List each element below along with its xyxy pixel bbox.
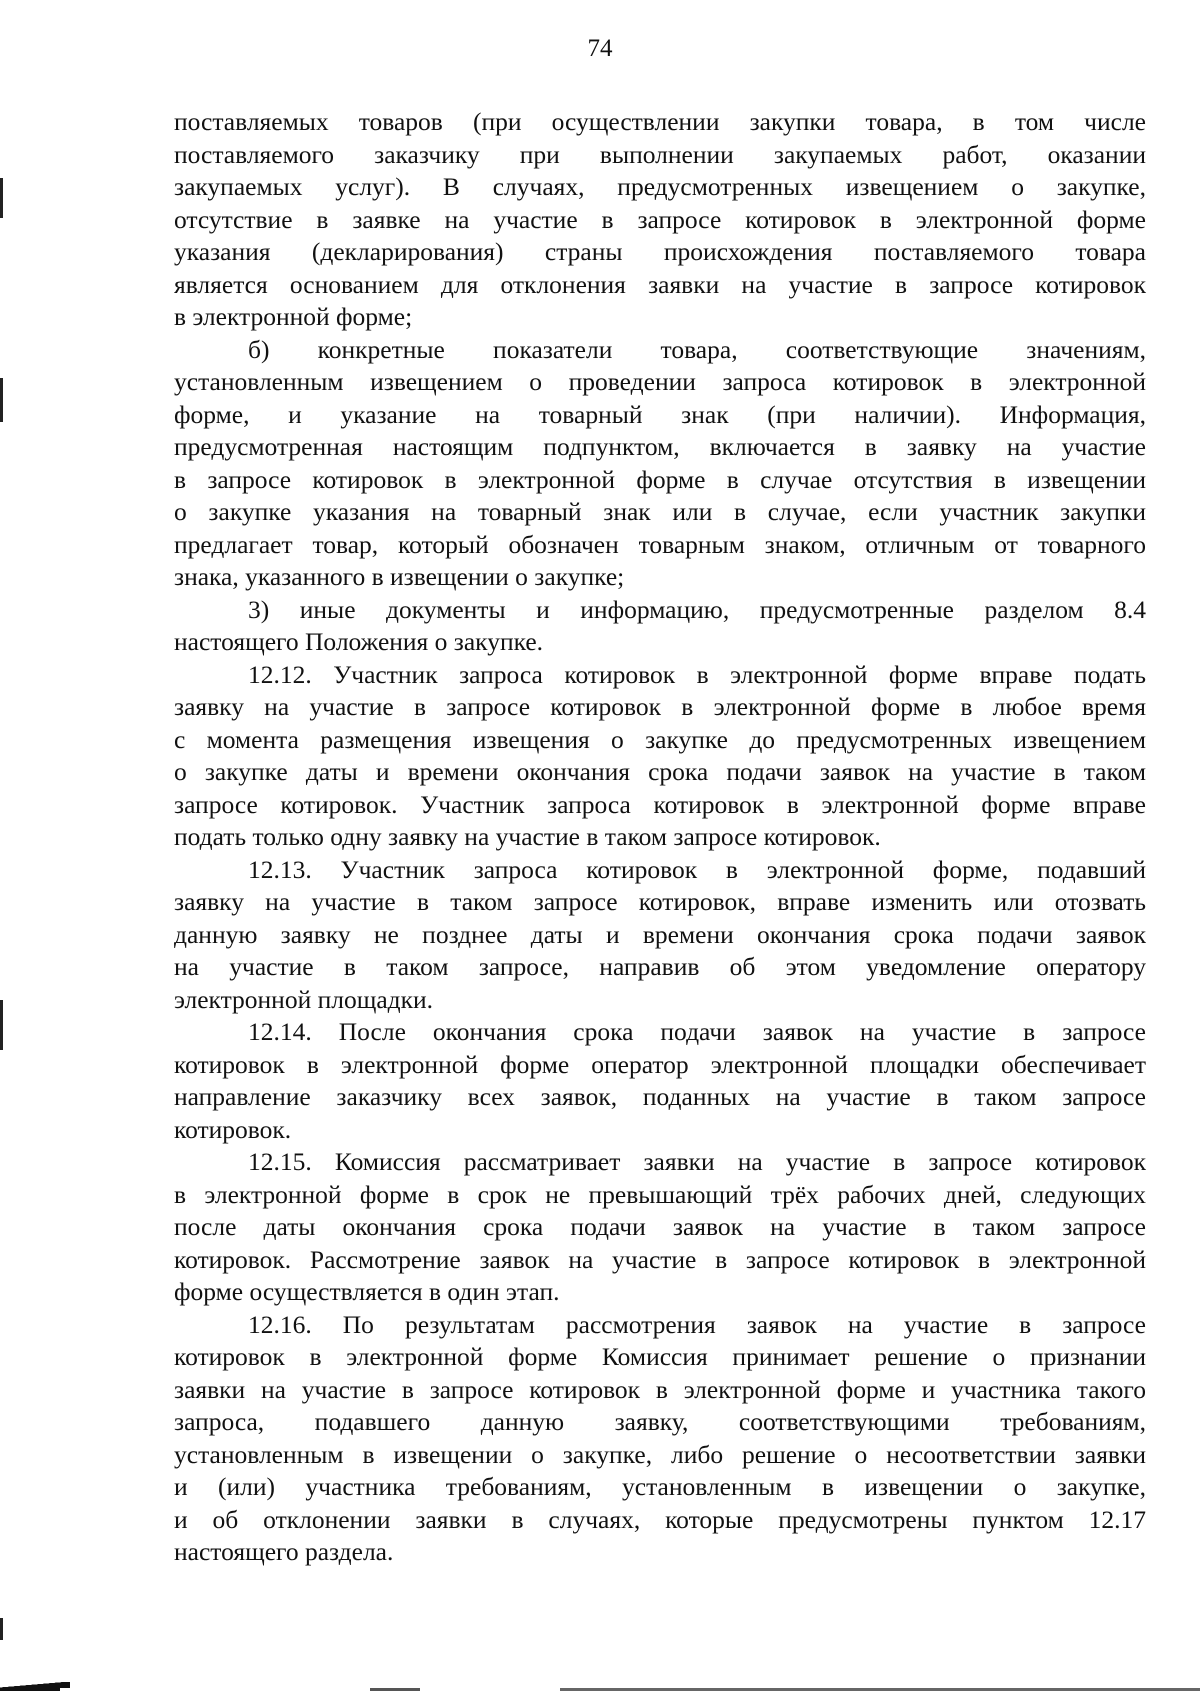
text-line: является основанием для отклонения заявки на участие в запросе котировок — [174, 269, 1146, 299]
paragraph — [174, 334, 1146, 594]
text-line: направление заказчику всех заявок, поданных на участие в таком запросе — [174, 1082, 1146, 1111]
text-line: на участие в таком запросе, направив об этом уведомление оператору — [174, 952, 1146, 981]
text-line: о закупке указания на товарный знак или в случае, если участник закупки — [174, 497, 1146, 526]
text-line: настоящего Положения о закупке. — [174, 627, 544, 656]
text-line: 12.13. Участник запроса котировок в электронной форме, подавший — [248, 854, 1146, 884]
text-line: в запросе котировок в электронной форме в случае отсутствия в извещении — [174, 464, 1146, 494]
paragraph — [174, 1309, 1146, 1569]
text-line: б) конкретные показатели товара, соответствующие значениям, — [248, 334, 1146, 364]
text-line: указания (декларирования) страны происхождения поставляемого товара — [174, 237, 1146, 266]
text-line: предусмотренная настоящим подпунктом, включается в заявку на участие — [174, 432, 1146, 461]
scan-edge-mark — [0, 1618, 3, 1640]
text-line: знака, указанного в извещении о закупке; — [174, 562, 625, 591]
scan-bottom-edge — [0, 1688, 1200, 1691]
text-line: запросе котировок. Участник запроса котировок в электронной форме вправе — [174, 789, 1146, 819]
text-line: данную заявку не позднее даты и времени окончания срока подачи заявок — [174, 919, 1146, 949]
document-body — [174, 106, 1146, 1569]
text-line: после даты окончания срока подачи заявок на участие в таком запросе — [174, 1212, 1146, 1241]
text-line: установленным извещением о проведении запроса котировок в электронной — [174, 367, 1146, 396]
text-line: форме осуществляется в один этап. — [174, 1277, 560, 1306]
text-line: предлагает товар, который обозначен товарным знаком, отличным от товарного — [174, 529, 1146, 559]
paragraph — [174, 854, 1146, 1017]
text-line: заявку на участие в запросе котировок в электронной форме в любое время — [174, 692, 1146, 721]
scan-edge-mark — [0, 178, 3, 218]
text-line: 12.15. Комиссия рассматривает заявки на участие в запросе котировок — [248, 1147, 1146, 1176]
text-line: поставляемого заказчику при выполнении закупаемых работ, оказании — [174, 139, 1146, 169]
scan-edge-mark — [0, 378, 3, 422]
text-line: котировок в электронной форме оператор электронной площадки обеспечивает — [174, 1049, 1146, 1079]
text-line: настоящего раздела. — [174, 1537, 394, 1566]
text-line: поставляемых товаров (при осуществлении закупки товара, в том числе — [174, 107, 1146, 136]
text-line: с момента размещения извещения о закупке до предусмотренных извещением — [174, 724, 1146, 754]
paragraph — [174, 106, 1146, 334]
text-line: заявки на участие в запросе котировок в электронной форме и участника такого — [174, 1374, 1146, 1404]
text-line: 12.14. После окончания срока подачи заявок на участие в запросе — [248, 1017, 1146, 1046]
paragraph — [174, 1016, 1146, 1146]
text-line: 12.12. Участник запроса котировок в электронной форме вправе подать — [248, 659, 1146, 689]
text-line: о закупке даты и времени окончания срока подачи заявок на участие в таком — [174, 757, 1146, 786]
text-line: заявку на участие в таком запросе котировок, вправе изменить или отозвать — [174, 887, 1146, 916]
text-line: котировок. Рассмотрение заявок на участие в запросе котировок в электронной — [174, 1244, 1146, 1274]
text-line: форме, и указание на товарный знак (при наличии). Информация, — [174, 399, 1146, 429]
paragraph — [174, 594, 1146, 659]
paragraph — [174, 659, 1146, 854]
text-line: 3) иные документы и информацию, предусмотренные разделом 8.4 — [248, 594, 1146, 624]
text-line: запроса, подавшего данную заявку, соответствующими требованиям, — [174, 1407, 1146, 1436]
text-line: подать только одну заявку на участие в таком запросе котировок. — [174, 822, 881, 851]
text-line: в электронной форме в срок не превышающий трёх рабочих дней, следующих — [174, 1179, 1146, 1209]
text-line: и (или) участника требованиям, установленным в извещении о закупке, — [174, 1472, 1146, 1501]
paragraph — [174, 1146, 1146, 1309]
page-number: 74 — [587, 35, 613, 62]
text-line: закупаемых услуг). В случаях, предусмотренных извещением о закупке, — [174, 172, 1146, 201]
text-line: электронной площадки. — [174, 984, 434, 1014]
text-line: и об отклонении заявки в случаях, которые предусмотрены пунктом 12.17 — [174, 1504, 1146, 1534]
text-line: отсутствие в заявке на участие в запросе котировок в электронной форме — [174, 204, 1146, 234]
text-line: 12.16. По результатам рассмотрения заявок на участие в запросе — [248, 1309, 1146, 1339]
text-line: в электронной форме; — [174, 302, 413, 331]
scan-edge-mark — [0, 1000, 3, 1050]
text-line: установленным в извещении о закупке, либо решение о несоответствии заявки — [174, 1439, 1146, 1469]
text-line: котировок. — [174, 1114, 292, 1144]
text-line: котировок в электронной форме Комиссия принимает решение о признании — [174, 1342, 1146, 1371]
